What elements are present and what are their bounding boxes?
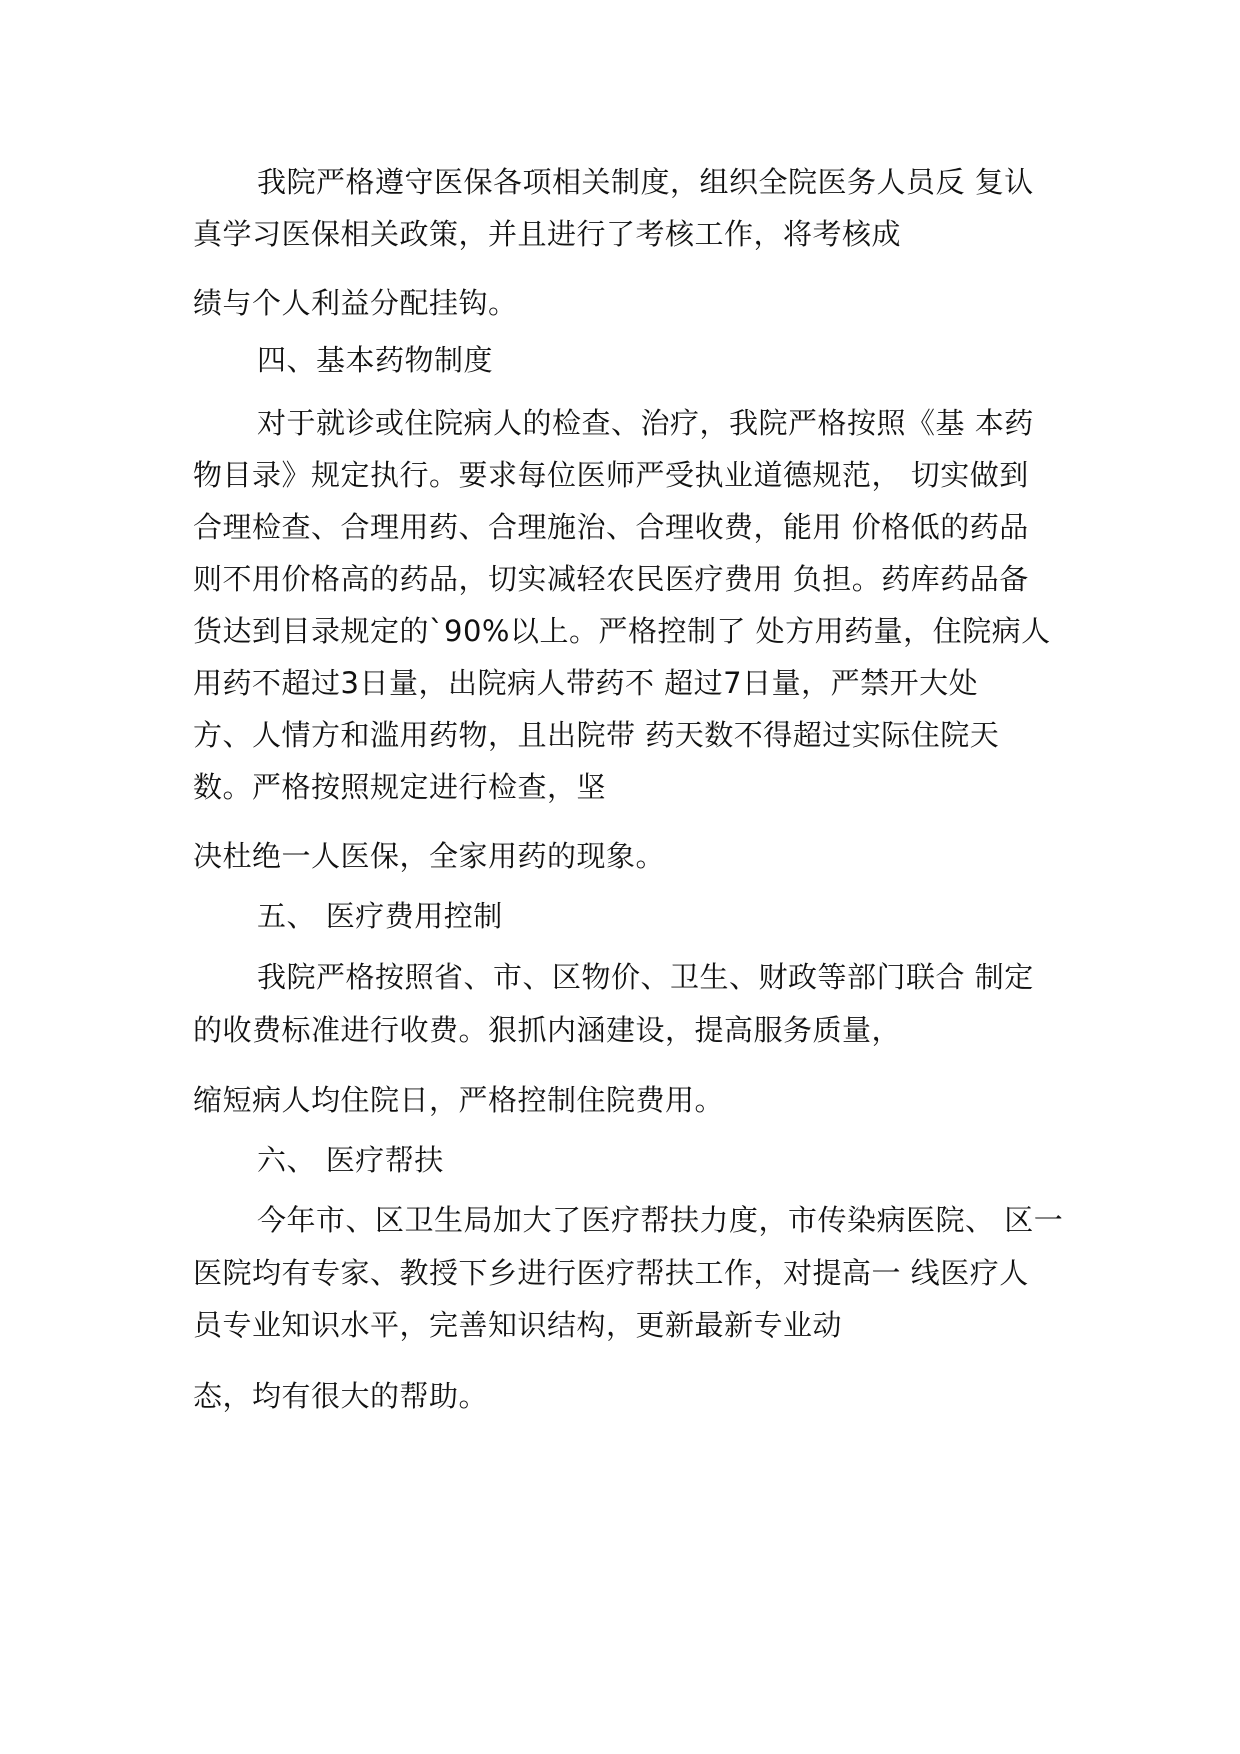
paragraph-line: 态，均有很大的帮助。 bbox=[193, 1379, 489, 1413]
paragraph-line: 用药不超过3日量，出院病人带药不 超过7日量，严禁开大处 bbox=[193, 666, 979, 700]
section-heading: 五、 医疗费用控制 bbox=[257, 899, 503, 933]
paragraph-line: 医院均有专家、教授下乡进行医疗帮扶工作，对提高一 线医疗人 bbox=[193, 1256, 1029, 1290]
paragraph-line: 决杜绝一人医保，全家用药的现象。 bbox=[193, 839, 666, 873]
paragraph-line: 物目录》规定执行。要求每位医师严受执业道德规范， 切实做到 bbox=[193, 458, 1029, 492]
paragraph-line: 数。严格按照规定进行检查，坚 bbox=[193, 770, 607, 804]
paragraph-line: 真学习医保相关政策，并且进行了考核工作，将考核成 bbox=[193, 217, 902, 251]
section-heading: 四、基本药物制度 bbox=[257, 343, 494, 377]
paragraph-line: 我院严格遵守医保各项相关制度，组织全院医务人员反 复认 bbox=[257, 165, 1034, 199]
paragraph-line: 对于就诊或住院病人的检查、治疗，我院严格按照《基 本药 bbox=[257, 406, 1034, 440]
paragraph-line: 我院严格按照省、市、区物价、卫生、财政等部门联合 制定 bbox=[257, 960, 1034, 994]
paragraph-line: 合理检查、合理用药、合理施治、合理收费，能用 价格低的药品 bbox=[193, 510, 1029, 544]
paragraph-line: 今年市、区卫生局加大了医疗帮扶力度，市传染病医院、 区一 bbox=[257, 1203, 1064, 1237]
section-heading: 六、 医疗帮扶 bbox=[257, 1143, 444, 1177]
paragraph-line: 员专业知识水平，完善知识结构，更新最新专业动 bbox=[193, 1308, 843, 1342]
paragraph-line: 的收费标准进行收费。狠抓内涵建设，提高服务质量， bbox=[193, 1013, 902, 1047]
paragraph-line: 缩短病人均住院日，严格控制住院费用。 bbox=[193, 1083, 725, 1117]
paragraph-line: 则不用价格高的药品，切实减轻农民医疗费用 负担。药库药品备 bbox=[193, 562, 1029, 596]
paragraph-line: 方、人情方和滥用药物，且出院带 药天数不得超过实际住院天 bbox=[193, 718, 1000, 752]
paragraph-line: 绩与个人利益分配挂钩。 bbox=[193, 286, 518, 320]
paragraph-line: 货达到目录规定的`90%以上。严格控制了 处方用药量，住院病人 bbox=[193, 614, 1051, 648]
